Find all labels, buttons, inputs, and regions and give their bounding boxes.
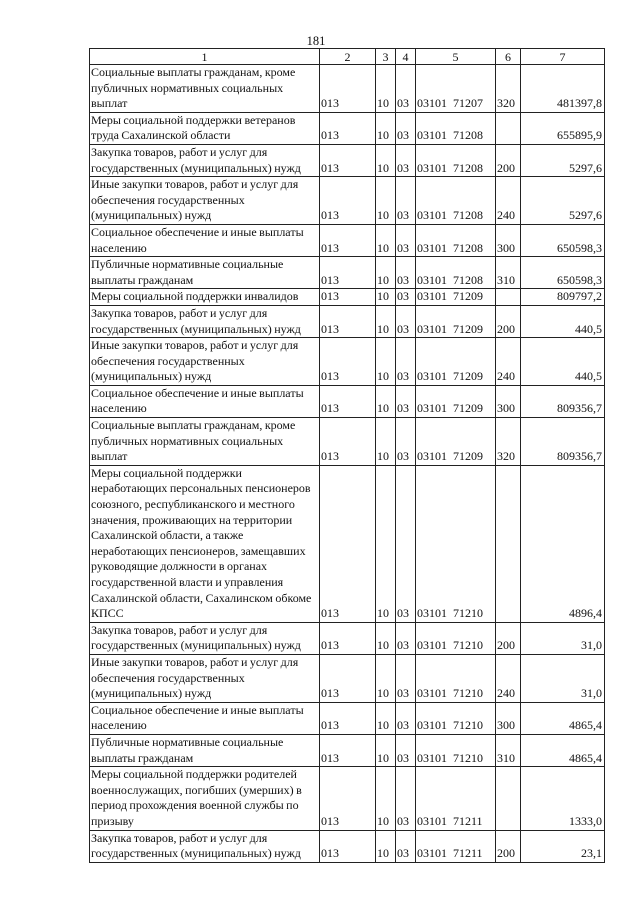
row-expense-type: 310	[496, 257, 521, 289]
row-expense-type: 200	[496, 622, 521, 654]
row-ministry-code: 013	[320, 338, 376, 386]
table-row	[90, 734, 605, 766]
table-row	[90, 289, 605, 306]
budget-table	[89, 48, 605, 863]
row-ministry-code: 013	[320, 112, 376, 144]
row-expense-type: 200	[496, 830, 521, 862]
row-section-code: 10	[376, 418, 396, 466]
row-name: Иные закупки товаров, работ и услуг для обеспечения государственных (муниципальных) нужд	[90, 177, 320, 225]
row-name: Публичные нормативные социальные выплаты гражданам	[90, 257, 320, 289]
row-target-article: 03101 71209	[416, 385, 496, 417]
row-ministry-code: 013	[320, 257, 376, 289]
row-target-article: 03101 71210	[416, 734, 496, 766]
row-subsection-code: 03	[396, 289, 416, 306]
row-section-code: 10	[376, 177, 396, 225]
row-ministry-code: 013	[320, 289, 376, 306]
row-subsection-code: 03	[396, 767, 416, 830]
row-ministry-code: 013	[320, 418, 376, 466]
row-subsection-code: 03	[396, 734, 416, 766]
row-expense-type	[496, 767, 521, 830]
row-target-article: 03101 71209	[416, 418, 496, 466]
header-col-6: 6	[496, 49, 521, 65]
row-ministry-code: 013	[320, 224, 376, 256]
row-subsection-code: 03	[396, 338, 416, 386]
header-col-7: 7	[521, 49, 605, 65]
row-name: Иные закупки товаров, работ и услуг для обеспечения государственных (муниципальных) нужд	[90, 654, 320, 702]
row-target-article: 03101 71210	[416, 622, 496, 654]
row-target-article: 03101 71210	[416, 465, 496, 622]
row-ministry-code: 013	[320, 465, 376, 622]
header-col-2: 2	[320, 49, 376, 65]
row-name: Меры социальной поддержки неработающих персональных пенсионеров союзного, республиканского и местного значения, проживающих на территории Сахалинской области, а также неработающих пенсионеров, замещавших руководящие должности в органах государственной власти и управления Сахалинской области, Сахалинском обкоме КПСС	[90, 465, 320, 622]
row-subsection-code: 03	[396, 224, 416, 256]
row-section-code: 10	[376, 257, 396, 289]
row-subsection-code: 03	[396, 385, 416, 417]
row-target-article: 03101 71211	[416, 830, 496, 862]
row-subsection-code: 03	[396, 112, 416, 144]
header-col-3: 3	[376, 49, 396, 65]
row-expense-type: 200	[496, 305, 521, 337]
row-amount: 31,0	[521, 622, 605, 654]
row-expense-type: 300	[496, 385, 521, 417]
row-subsection-code: 03	[396, 65, 416, 113]
row-target-article: 03101 71211	[416, 767, 496, 830]
row-section-code: 10	[376, 622, 396, 654]
row-target-article: 03101 71208	[416, 112, 496, 144]
row-ministry-code: 013	[320, 144, 376, 176]
row-target-article: 03101 71210	[416, 702, 496, 734]
row-amount: 31,0	[521, 654, 605, 702]
row-section-code: 10	[376, 702, 396, 734]
row-expense-type	[496, 112, 521, 144]
row-name: Иные закупки товаров, работ и услуг для обеспечения государственных (муниципальных) нужд	[90, 338, 320, 386]
row-subsection-code: 03	[396, 702, 416, 734]
row-section-code: 10	[376, 112, 396, 144]
row-name: Меры социальной поддержки инвалидов	[90, 289, 320, 306]
row-name: Закупка товаров, работ и услуг для государственных (муниципальных) нужд	[90, 144, 320, 176]
table-row	[90, 177, 605, 225]
row-section-code: 10	[376, 224, 396, 256]
row-subsection-code: 03	[396, 465, 416, 622]
table-row	[90, 654, 605, 702]
table-row	[90, 830, 605, 862]
row-subsection-code: 03	[396, 305, 416, 337]
row-expense-type: 240	[496, 654, 521, 702]
row-name: Меры социальной поддержки ветеранов труда Сахалинской области	[90, 112, 320, 144]
header-row	[90, 49, 605, 65]
row-section-code: 10	[376, 65, 396, 113]
row-name: Социальные выплаты гражданам, кроме публичных нормативных социальных выплат	[90, 65, 320, 113]
row-ministry-code: 013	[320, 830, 376, 862]
row-section-code: 10	[376, 654, 396, 702]
row-amount: 650598,3	[521, 224, 605, 256]
row-ministry-code: 013	[320, 65, 376, 113]
table-row	[90, 767, 605, 830]
row-subsection-code: 03	[396, 257, 416, 289]
row-subsection-code: 03	[396, 144, 416, 176]
table-row	[90, 465, 605, 622]
row-ministry-code: 013	[320, 734, 376, 766]
row-amount: 4865,4	[521, 702, 605, 734]
row-expense-type: 320	[496, 65, 521, 113]
row-target-article: 03101 71209	[416, 289, 496, 306]
row-amount: 23,1	[521, 830, 605, 862]
row-name: Социальное обеспечение и иные выплаты населению	[90, 702, 320, 734]
row-expense-type	[496, 465, 521, 622]
row-name: Закупка товаров, работ и услуг для государственных (муниципальных) нужд	[90, 830, 320, 862]
header-col-1: 1	[90, 49, 320, 65]
row-target-article: 03101 71208	[416, 224, 496, 256]
row-section-code: 10	[376, 338, 396, 386]
row-expense-type: 240	[496, 177, 521, 225]
table-row	[90, 144, 605, 176]
row-amount: 440,5	[521, 338, 605, 386]
row-subsection-code: 03	[396, 654, 416, 702]
table-row	[90, 338, 605, 386]
row-name: Меры социальной поддержки родителей военнослужащих, погибших (умерших) в период прохождения военной службы по призыву	[90, 767, 320, 830]
row-expense-type: 240	[496, 338, 521, 386]
table-row	[90, 257, 605, 289]
row-ministry-code: 013	[320, 654, 376, 702]
row-subsection-code: 03	[396, 177, 416, 225]
row-expense-type: 310	[496, 734, 521, 766]
row-target-article: 03101 71208	[416, 144, 496, 176]
row-subsection-code: 03	[396, 622, 416, 654]
row-expense-type	[496, 289, 521, 306]
row-target-article: 03101 71207	[416, 65, 496, 113]
row-expense-type: 320	[496, 418, 521, 466]
header-col-4: 4	[396, 49, 416, 65]
row-ministry-code: 013	[320, 305, 376, 337]
row-target-article: 03101 71209	[416, 338, 496, 386]
row-ministry-code: 013	[320, 385, 376, 417]
row-name: Социальное обеспечение и иные выплаты населению	[90, 385, 320, 417]
row-target-article: 03101 71208	[416, 177, 496, 225]
row-section-code: 10	[376, 144, 396, 176]
row-amount: 481397,8	[521, 65, 605, 113]
row-name: Закупка товаров, работ и услуг для государственных (муниципальных) нужд	[90, 305, 320, 337]
row-amount: 440,5	[521, 305, 605, 337]
row-name: Закупка товаров, работ и услуг для государственных (муниципальных) нужд	[90, 622, 320, 654]
table-row	[90, 385, 605, 417]
row-name: Социальные выплаты гражданам, кроме публичных нормативных социальных выплат	[90, 418, 320, 466]
table-row	[90, 65, 605, 113]
row-subsection-code: 03	[396, 830, 416, 862]
row-amount: 650598,3	[521, 257, 605, 289]
row-ministry-code: 013	[320, 622, 376, 654]
table-row	[90, 702, 605, 734]
row-name: Публичные нормативные социальные выплаты гражданам	[90, 734, 320, 766]
page-number: 181	[306, 34, 326, 48]
table-row	[90, 224, 605, 256]
row-ministry-code: 013	[320, 702, 376, 734]
table-row	[90, 112, 605, 144]
row-section-code: 10	[376, 465, 396, 622]
row-amount: 4896,4	[521, 465, 605, 622]
table-row	[90, 622, 605, 654]
row-target-article: 03101 71210	[416, 654, 496, 702]
row-expense-type: 200	[496, 144, 521, 176]
row-section-code: 10	[376, 734, 396, 766]
row-ministry-code: 013	[320, 767, 376, 830]
header-col-5: 5	[416, 49, 496, 65]
row-section-code: 10	[376, 767, 396, 830]
row-target-article: 03101 71208	[416, 257, 496, 289]
row-section-code: 10	[376, 289, 396, 306]
row-amount: 5297,6	[521, 144, 605, 176]
row-amount: 5297,6	[521, 177, 605, 225]
row-section-code: 10	[376, 385, 396, 417]
row-expense-type: 300	[496, 224, 521, 256]
table-row	[90, 305, 605, 337]
row-amount: 809356,7	[521, 418, 605, 466]
row-name: Социальное обеспечение и иные выплаты населению	[90, 224, 320, 256]
row-amount: 4865,4	[521, 734, 605, 766]
row-section-code: 10	[376, 305, 396, 337]
table-row	[90, 418, 605, 466]
row-subsection-code: 03	[396, 418, 416, 466]
row-ministry-code: 013	[320, 177, 376, 225]
row-amount: 809797,2	[521, 289, 605, 306]
row-amount: 655895,9	[521, 112, 605, 144]
row-amount: 1333,0	[521, 767, 605, 830]
row-target-article: 03101 71209	[416, 305, 496, 337]
row-amount: 809356,7	[521, 385, 605, 417]
row-section-code: 10	[376, 830, 396, 862]
row-expense-type: 300	[496, 702, 521, 734]
